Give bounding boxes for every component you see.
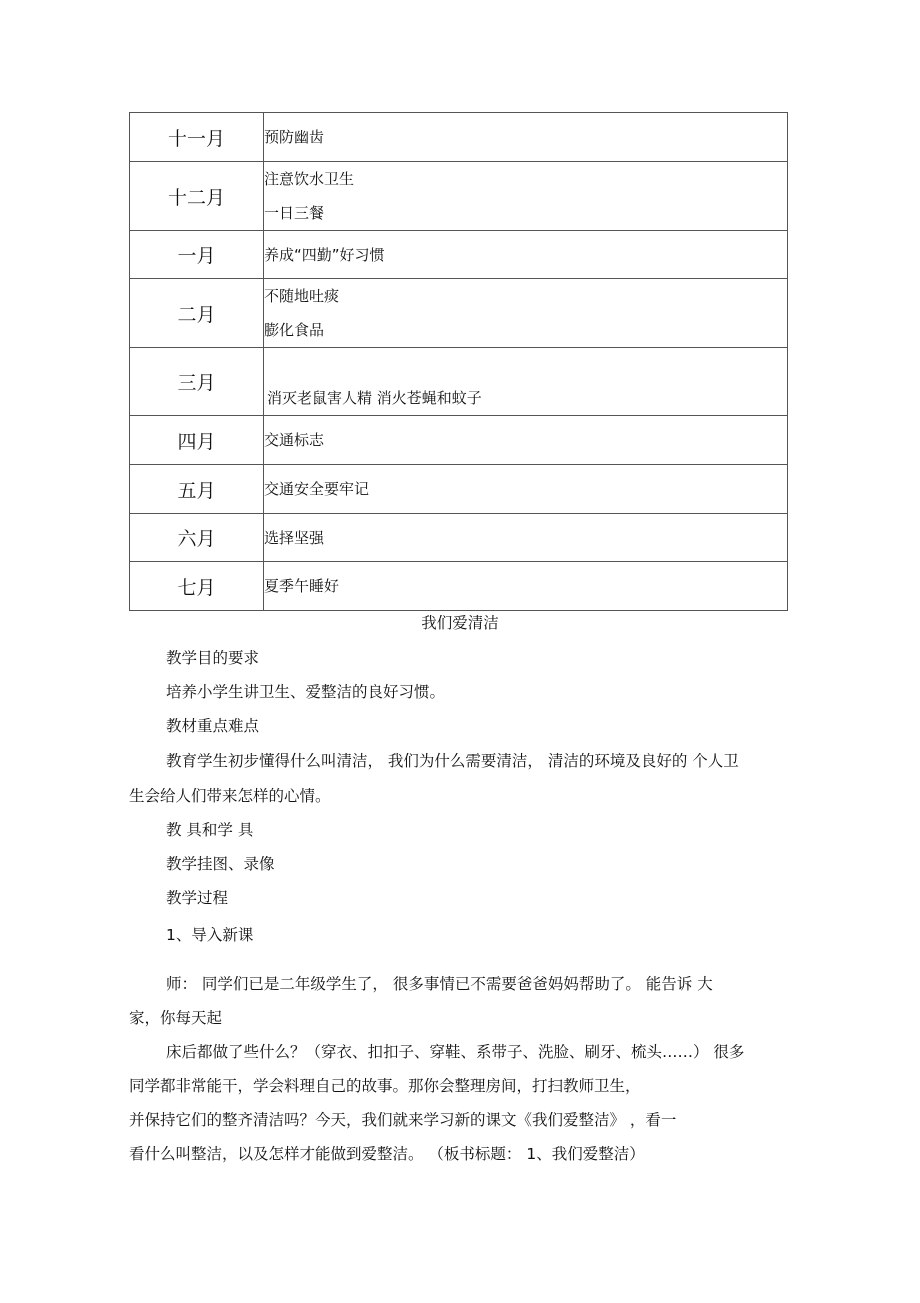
paragraph-line: 家，你每天起: [129, 1009, 223, 1027]
topic-line: 膨化食品: [264, 321, 325, 339]
topic-line: 交通安全要牢记: [264, 480, 370, 498]
month-cell: 四月: [130, 416, 264, 465]
topic-cell: [264, 162, 788, 231]
paragraph-line: 并保持它们的整齐清洁吗？今天，我们就来学习新的课文《我们爱整洁》 ，看一: [129, 1111, 677, 1129]
topic-cell: [264, 279, 788, 348]
paragraph-line: 床后都做了些什么？（穿衣、扣扣子、穿鞋、系带子、洗脸、刷牙、梳头……） 很多: [166, 1043, 745, 1061]
topic-cell: [264, 348, 788, 416]
keypoints-text-line: 教育学生初步懂得什么叫清洁， 我们为什么需要清洁， 清洁的环境及良好的 个人卫: [166, 752, 739, 770]
topic-cell: [264, 465, 788, 514]
tools-text: 教学挂图、录像: [166, 855, 275, 873]
table-row: [130, 514, 788, 562]
topic-cell: [264, 562, 788, 611]
table-row: [130, 416, 788, 465]
topic-line: 不随地吐痰: [264, 287, 340, 305]
topic-line: 夏季午睡好: [264, 577, 340, 595]
month-cell: 七月: [130, 562, 264, 611]
process-heading: 教学过程: [166, 889, 229, 907]
table-row: [130, 465, 788, 514]
table-row: [130, 279, 788, 348]
step-heading: 1、导入新课: [166, 926, 254, 944]
table-row: [130, 162, 788, 231]
month-cell: 一月: [130, 231, 264, 279]
lesson-title: 我们爱清洁: [421, 614, 499, 632]
paragraph-line: 看什么叫整洁，以及怎样才能做到爱整洁。 （板书标题： 1、我们爱整洁）: [129, 1145, 645, 1163]
topic-line: 养成“四勤”好习惯: [264, 245, 385, 264]
table-row: [130, 348, 788, 416]
paragraph-line: 同学都非常能干，学会料理自己的故事。那你会整理房间，打扫教师卫生，: [129, 1077, 641, 1095]
topic-line: 一日三餐: [264, 204, 325, 222]
month-cell: 十一月: [130, 113, 264, 162]
table-row: [130, 113, 788, 162]
paragraph-line: 师： 同学们已是二年级学生了， 很多事情已不需要爸爸妈妈帮助了。 能告诉 大: [166, 975, 713, 993]
topic-line: 交通标志: [264, 431, 325, 449]
month-cell: 五月: [130, 465, 264, 514]
table-row: [130, 231, 788, 279]
month-cell: 十二月: [130, 162, 264, 231]
topic-line: 消灭老鼠害人精 消火苍蝇和蚊子: [267, 389, 482, 407]
topic-cell: [264, 231, 788, 279]
tools-heading: 教 具和学 具: [166, 821, 254, 839]
objectives-text: 培养小学生讲卫生、爱整洁的良好习惯。: [166, 683, 446, 701]
table-row: [130, 562, 788, 611]
keypoints-heading: 教材重点难点: [166, 717, 260, 735]
objectives-heading: 教学目的要求: [166, 649, 260, 667]
keypoints-text-line: 生会给人们带来怎样的心情。: [129, 787, 331, 805]
month-cell: 二月: [130, 279, 264, 348]
topic-cell: [264, 416, 788, 465]
topic-line: 注意饮水卫生: [264, 170, 355, 188]
month-cell: 六月: [130, 514, 264, 562]
monthly-schedule-table: [129, 112, 788, 611]
topic-cell: [264, 514, 788, 562]
topic-line: 选择坚强: [264, 528, 325, 547]
topic-cell: [264, 113, 788, 162]
topic-line: 预防幽齿: [264, 128, 325, 146]
month-cell: 三月: [130, 348, 264, 416]
